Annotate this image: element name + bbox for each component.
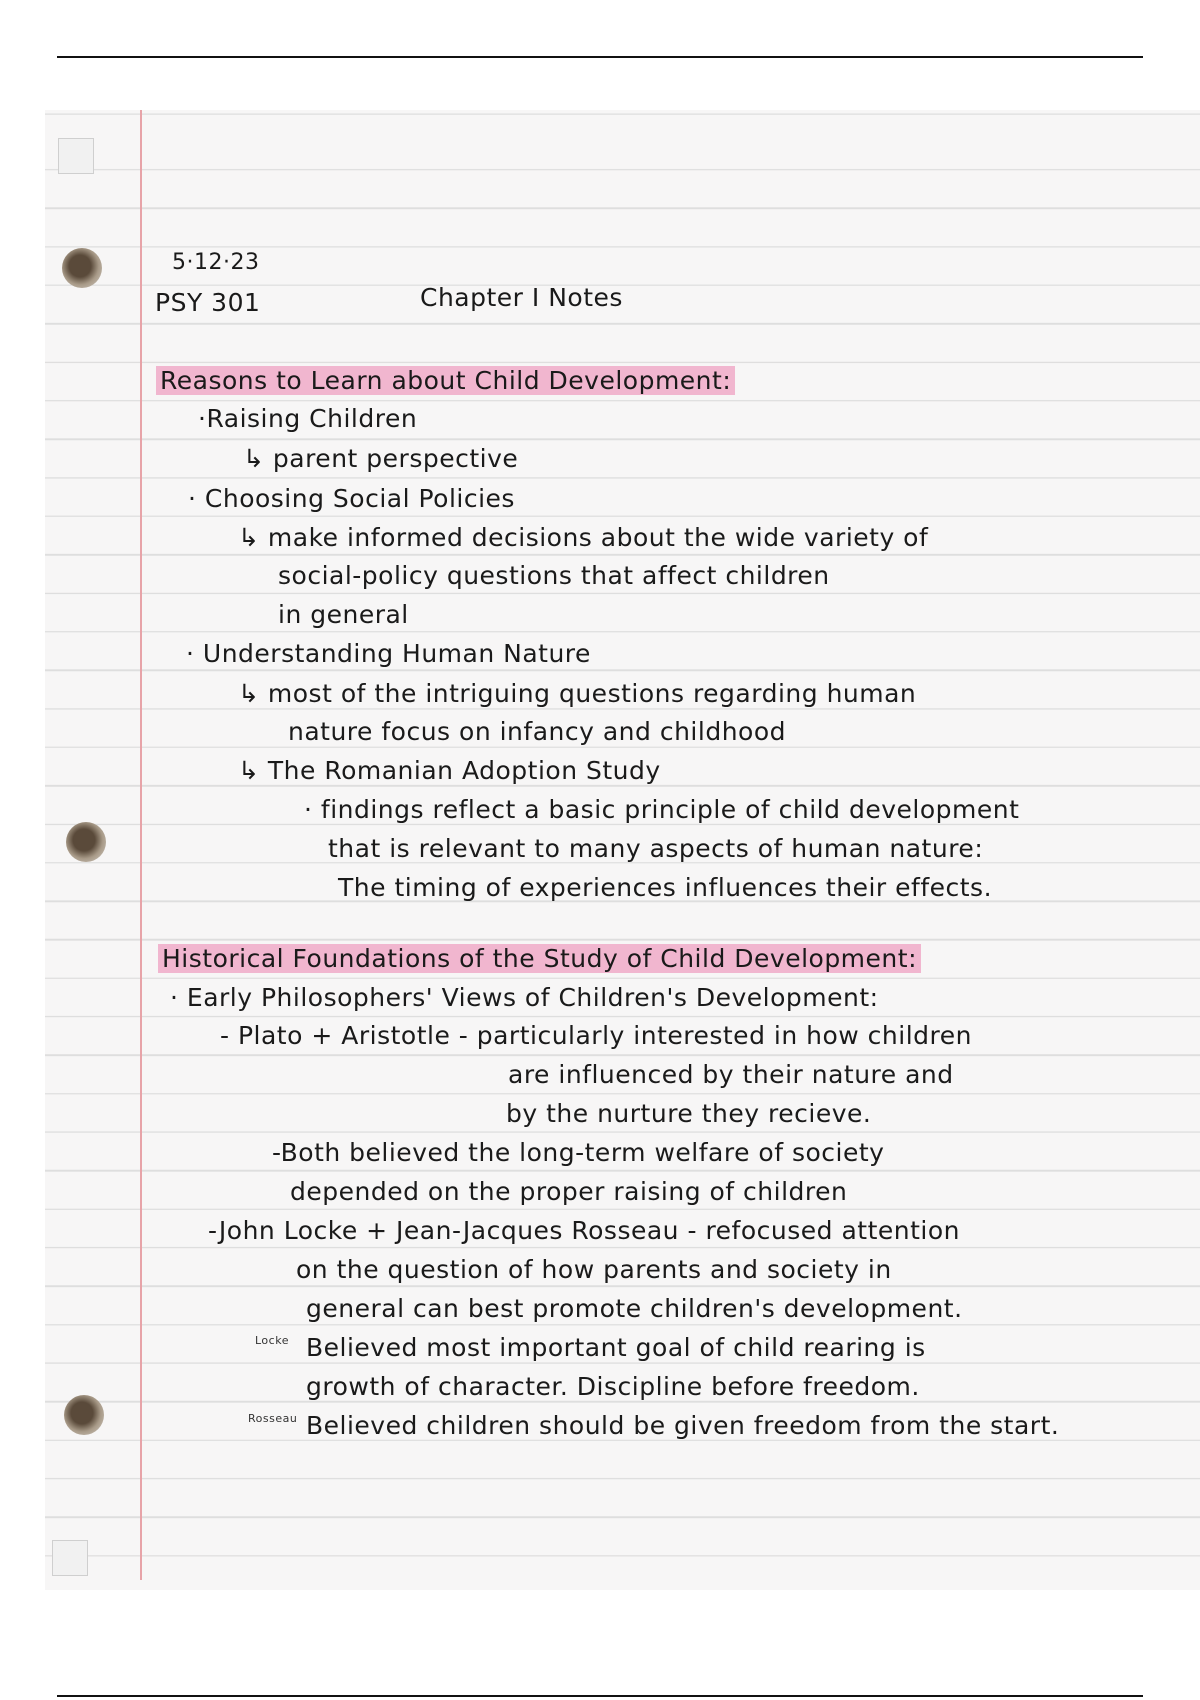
punch-hole	[62, 248, 102, 288]
bottom-rule	[57, 1695, 1143, 1697]
list-item: ↳ The Romanian Adoption Study	[238, 756, 661, 785]
section-heading: Historical Foundations of the Study of Child Development:	[158, 944, 921, 973]
list-item: ↳ make informed decisions about the wide variety of	[238, 523, 929, 552]
list-item: ↳ most of the intriguing questions regarding human	[238, 679, 917, 708]
list-item: · findings reflect a basic principle of child development	[304, 795, 1020, 824]
list-item: · Understanding Human Nature	[186, 639, 591, 668]
list-item: social-policy questions that affect children	[278, 561, 830, 590]
punch-hole	[64, 1395, 104, 1435]
list-item: ·Raising Children	[198, 404, 418, 433]
note-date: 5·12·23	[172, 250, 260, 275]
page-corner-mark	[58, 138, 94, 174]
list-item: are influenced by their nature and	[508, 1060, 954, 1089]
list-item: growth of character. Discipline before freedom.	[306, 1372, 920, 1401]
margin-note: Rosseau	[248, 1412, 298, 1425]
list-item: that is relevant to many aspects of human nature:	[328, 834, 984, 863]
page-corner-mark	[52, 1540, 88, 1576]
list-item: -John Locke + Jean-Jacques Rosseau - refocused attention	[208, 1216, 960, 1245]
margin-line	[140, 110, 142, 1580]
list-item: in general	[278, 600, 409, 629]
course-code: PSY 301	[155, 288, 261, 317]
list-item: -Both believed the long-term welfare of society	[272, 1138, 885, 1167]
list-item: · Choosing Social Policies	[188, 484, 515, 513]
notes-title: Chapter I Notes	[420, 283, 623, 312]
list-item: - Plato + Aristotle - particularly interested in how children	[220, 1021, 972, 1050]
list-item: on the question of how parents and society in	[296, 1255, 892, 1284]
list-item: by the nurture they recieve.	[506, 1099, 872, 1128]
list-item: general can best promote children's development.	[306, 1294, 963, 1323]
list-item: Believed children should be given freedom from the start.	[306, 1411, 1060, 1440]
list-item: nature focus on infancy and childhood	[288, 717, 786, 746]
punch-hole	[66, 822, 106, 862]
list-item: ↳ parent perspective	[243, 444, 519, 473]
section-heading: Reasons to Learn about Child Development:	[156, 366, 735, 395]
list-item: Believed most important goal of child rearing is	[306, 1333, 926, 1362]
list-item: The timing of experiences influences their effects.	[338, 873, 993, 902]
list-item: depended on the proper raising of children	[290, 1177, 848, 1206]
top-rule	[57, 56, 1143, 58]
list-item: · Early Philosophers' Views of Children's Development:	[170, 983, 879, 1012]
margin-note: Locke	[255, 1334, 289, 1347]
